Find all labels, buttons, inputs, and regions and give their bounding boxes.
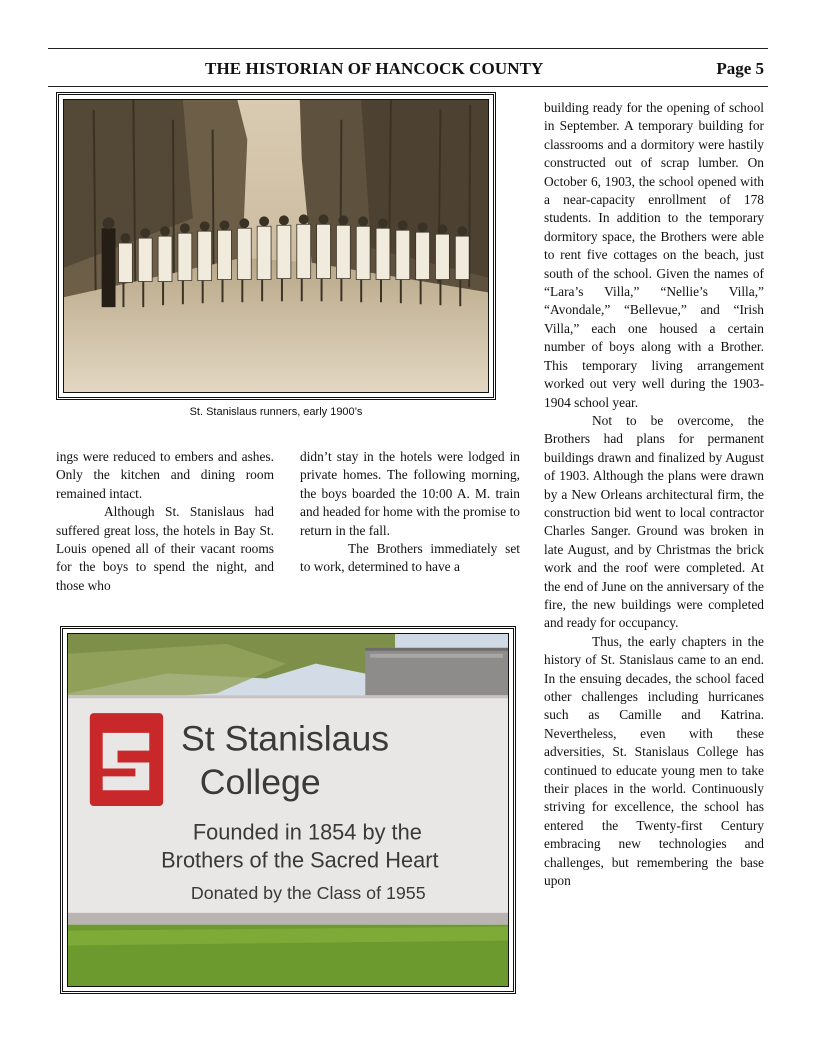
paragraph: Not to be overcome, the Brothers had plans for permanent buildings drawn and finalized by August of 1903. Although the plans were drawn by a New Orleans architectural firm, the construction bid went to local contractor Charles Sanger. Ground was broken in late August, and by Christmas the brick work and the roof were completed. At the end of June on the anniversary of the fire, the new buildings were completed and ready for occupancy. (544, 412, 764, 631)
text-column-3 (544, 99, 764, 890)
header-rule-bottom (48, 86, 768, 87)
sign-line-1: St Stanislaus (180, 718, 390, 759)
runners-photo-caption: St. Stanislaus runners, early 1900’s (189, 406, 363, 418)
text-column-2 (300, 448, 520, 577)
sign-line-4: Brothers of the Sacred Heart (161, 847, 439, 873)
sign-line-2: College (199, 762, 321, 803)
page-number: Page 5 (716, 59, 764, 78)
college-sign-image (68, 634, 508, 986)
header-rule-top (48, 48, 768, 49)
text-column-1 (56, 448, 274, 595)
paragraph: ings were reduced to embers and ashes. Only the kitchen and dining room remained intact. (56, 449, 274, 501)
newsletter-title: THE HISTORIAN OF HANCOCK COUNTY (205, 59, 544, 78)
paragraph: didn’t stay in the hotels were lodged in private homes. The following morning, the boys boarded the 10:00 A. M. train and headed for home with the promise to return in the fall. (300, 449, 520, 538)
sign-line-3: Founded in 1854 by the (192, 819, 422, 845)
runners-photo-image (64, 100, 488, 392)
sign-line-5: Donated by the Class of 1955 (190, 883, 426, 903)
runners-photo (63, 99, 489, 393)
college-sign-photo (67, 633, 509, 987)
paragraph: Thus, the early chapters in the history of St. Stanislaus came to an end. In the ensuing decades, the school faced other challenges including hurricanes such as Camille and Katrina. Nevertheless, even with these adversities, St. Stanislaus College has continued to educate young men to take their places in the world. Continuously striving for excellence, the school has entered the Twenty-first Century embracing new technologies and challenges, but remembering the base upon (544, 633, 764, 889)
paragraph: The Brothers immediately set to work, determined to have a (300, 541, 520, 575)
page-header (48, 57, 768, 81)
paragraph: building ready for the opening of school in September. A temporary building for classrooms and a dormitory were hastily constructed out of scrap lumber. On October 6, 1903, the school opened with a near-capacity enrollment of 178 students. In addition to the temporary dormitory space, the Brothers were able to rent five cottages on the beach, just south of the school. Given the names of “Lara’s Villa,” “Nellie’s Villa,” “Avondale,” “Bellevue,” and “Irish Villa,” each one housed a certain number of boys along with a Brother. This temporary living arrangement worked out very well during the 1903-1904 school year. (544, 100, 764, 410)
paragraph: Although St. Stanislaus had suffered great loss, the hotels in Bay St. Louis opened all of their vacant rooms for the boys to spend the night, and those who (56, 504, 274, 593)
runners-photo-frame (56, 92, 496, 400)
college-logo-icon (90, 713, 163, 806)
college-sign-photo-frame (60, 626, 516, 994)
